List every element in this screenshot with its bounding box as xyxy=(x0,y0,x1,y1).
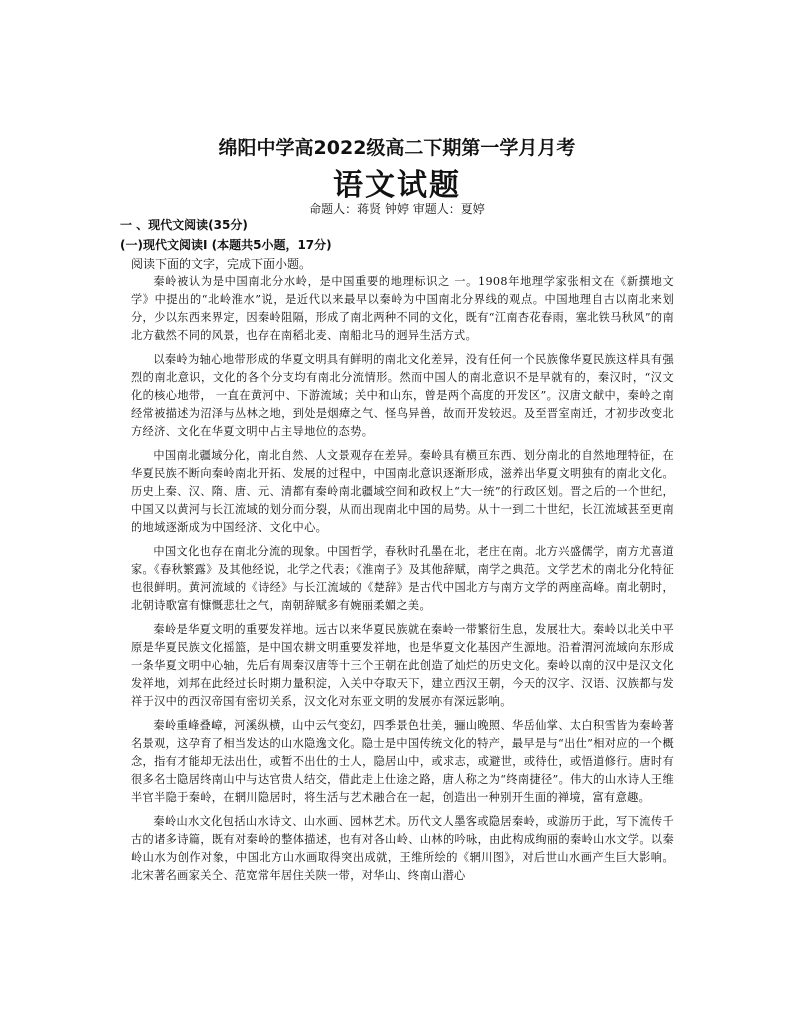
passage-paragraph-2: 以秦岭为轴心地带形成的华夏文明具有鲜明的南北文化差异，没有任何一个民族像华夏民族这样具有强烈的南北意识，文化的各个分支均有南北分流情形。然而中国人的南北意识不是早就有的，秦汉时，“汉文化的核心地带， 一直在黄河中、下游流域；关中和山东，曾是两个高度的开发区”。汉唐文献中，秦岭之南经常被描述为沼泽与丛林之地，到处是烟瘴之气、怪鸟异兽，故而开发较迟。及至晋室南迁，才初步改变北方经济、文化在华夏文明中占主导地位的态势。 xyxy=(131,353,674,438)
passage-paragraph-1: 秦岭被认为是中国南北分水岭，是中国重要的地理标识之 一。1908年地理学家张相文在《新撰地文学》中提出的“北岭淮水”说，是近代以来最早以秦岭为中国南北分界线的观点。中国地理自古以南北来划分，少以东西来界定，因秦岭阻隔，形成了南北两种不同的文化，既有“江南杏花春雨，塞北铁马秋风”的南北方截然不同的风景，也存在南稻北麦、南船北马的迥异生活方式。 xyxy=(131,275,674,342)
exam-title: 绵阳中学高2022级高二下期第一学月月考 xyxy=(218,137,576,159)
passage-paragraph-3: 中国南北疆域分化，南北自然、人文景观存在差异。秦岭具有横亘东西、划分南北的自然地理特征，在华夏民族不断向秦岭南北开拓、发展的过程中，中国南北意识逐渐形成，滋养出华夏文明独有的南北文化。历史上秦、汉、隋、唐、元、清都有秦岭南北疆域空间和政权上“大一统”的行政区划。晋之后的一个世纪，中国又以黄河与长江流域的划分而分裂，从而出现南北中国的局势。从十一到二十世纪，长江流域甚至更南的地域逐渐成为中国经济、文化中心。 xyxy=(131,449,674,534)
section-heading: 一 、现代文阅读(35分) xyxy=(120,218,248,232)
passage-paragraph-6: 秦岭重峰叠嶂，河溪纵横，山中云气变幻，四季景色壮美，骊山晚照、华岳仙掌、太白积雪皆为秦岭著名景观，这孕育了相当发达的山水隐逸文化。隐士是中国传统文化的特产，最早是与“出仕”相对应的一个概念，指有才能却无法出仕，或暂不出仕的士人，隐居山中，或求志，或避世，或待仕，或悟道修行。唐时有很多名士隐居终南山中与达官贵人结交，借此走上仕途之路，唐人称之为“终南捷径”。伟大的山水诗人王维半官半隐于秦岭，在辋川隐居时，将生活与艺术融合在一起，创造出一种别开生面的禅境，富有意趣。 xyxy=(131,719,674,804)
passage-paragraph-5: 秦岭是华夏文明的重要发祥地。远古以来华夏民族就在秦岭一带繁衍生息，发展壮大。秦岭以北关中平原是华夏民族文化摇篮，是中国农耕文明重要发祥地，也是华夏文化基因产生源地。沿着渭河流域向东形成一条华夏文明中心轴，先后有周秦汉唐等十三个王朝在此创造了灿烂的历史文化。秦岭以南的汉中是汉文化发祥地，刘邦在此经过长时期力量积淀，入关中夺取天下，建立西汉王朝，今天的汉字、汉语、汉族都与发祥于汉中的西汉帝国有密切关系，汉文化对东亚文明的发展亦有深远影响。 xyxy=(131,623,674,708)
authors-line: 命题人：蒋贤 钟婷 审题人：夏婷 xyxy=(309,202,485,216)
subject-title: 语文试题 xyxy=(333,168,461,203)
passage-paragraph-7: 秦岭山水文化包括山水诗文、山水画、园林艺术。历代文人墨客或隐居秦岭，或游历于此，写下流传千古的诸多诗篇，既有对秦岭的整体描述，也有对各山岭、山林的吟咏，由此构成绚丽的秦岭山水文学。以秦岭山水为创作对象，中国北方山水画取得突出成就，王维所绘的《辋川图》，对后世山水画产生巨大影响。北宋著名画家关仝、范宽常年居住关陕一带，对华山、终南山潜心 xyxy=(131,815,674,882)
subsection-heading: (一)现代文阅读I (本题共5小题，17分) xyxy=(120,238,332,252)
passage-paragraph-4: 中国文化也存在南北分流的现象。中国哲学，春秋时孔墨在北，老庄在南。北方兴盛儒学，南方尤喜道家。《春秋繁露》及其他经说，北学之代表；《淮南子》及其他辞赋，南学之典范。文学艺术的南北分化特征也很鲜明。黄河流域的《诗经》与长江流域的《楚辞》是古代中国北方与南方文学的两座高峰。南北朝时，北朝诗歌富有慷慨悲壮之气，南朝辞赋多有婉丽柔媚之美。 xyxy=(131,545,674,612)
instruction-text: 阅读下面的文字，完成下面小题。 xyxy=(131,257,312,271)
reading-passage xyxy=(131,273,674,885)
